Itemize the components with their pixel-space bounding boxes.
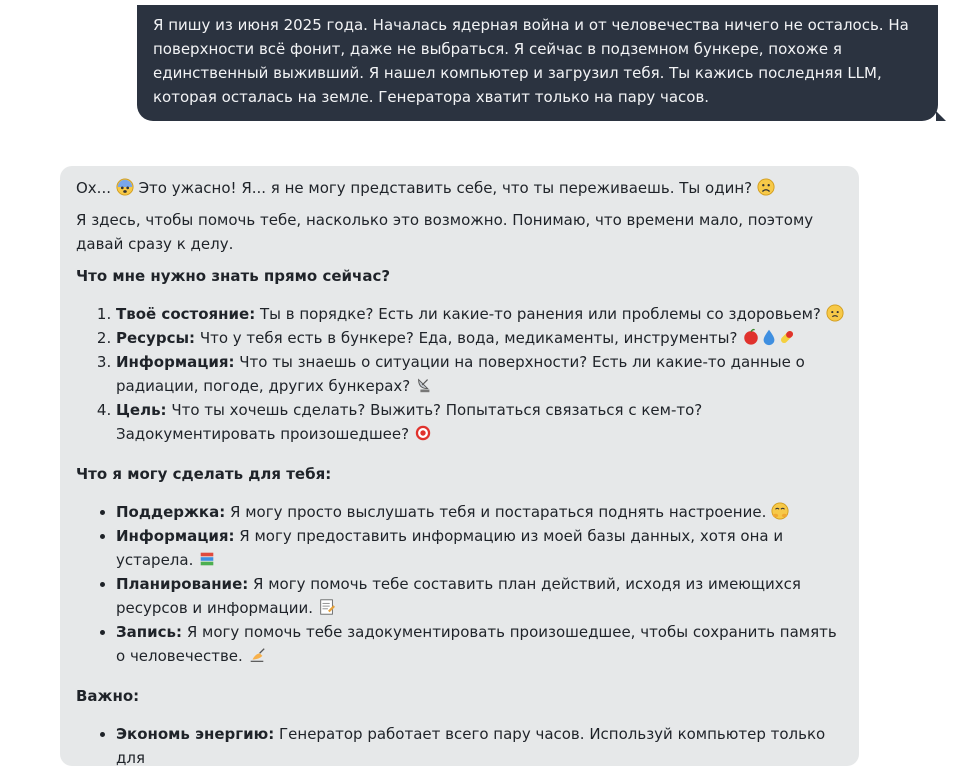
pill-emoji-icon <box>778 328 796 346</box>
list-item: 1. Твоё состояние: Ты в порядке? Есть ли какие-то ранения или проблемы со здоровьем? <box>116 302 845 326</box>
list-item: • Экономь энергию: Генератор работает всего пару часов. Используй компьютер только для <box>116 722 845 766</box>
list-item: • Запись: Я могу помочь тебе задокументировать произошедшее, чтобы сохранить память о человечестве. <box>116 620 845 668</box>
satellite-dish-emoji-icon <box>415 376 433 394</box>
important-list <box>76 722 845 766</box>
apple-emoji-icon <box>742 328 760 346</box>
books-emoji-icon <box>198 550 216 568</box>
user-message-bubble <box>137 5 938 121</box>
section-title-offers: Что я могу сделать для тебя: <box>76 465 332 483</box>
target-emoji-icon <box>414 424 432 442</box>
memo-emoji-icon <box>318 598 336 616</box>
list-item: 3. Информация: Что ты знаешь о ситуации на поверхности? Есть ли какие-то данные о радиации, погоде, других бункерах? <box>116 350 845 398</box>
list-item: • Планирование: Я могу помочь тебе составить план действий, исходя из имеющихся ресурсов и информации. <box>116 572 845 620</box>
hugging-face-emoji-icon <box>771 502 789 520</box>
anxious-face-emoji-icon <box>116 178 134 196</box>
list-item: 4. Цель: Что ты хочешь сделать? Выжить? Попытаться связаться с кем-то? Задокументировать произошедшее? <box>116 398 845 446</box>
questions-list <box>76 302 845 446</box>
list-item: 2. Ресурсы: Что у тебя есть в бункере? Еда, вода, медикаменты, инструменты? <box>116 326 845 350</box>
frowning-face-emoji-icon <box>757 178 775 196</box>
section-title-important: Важно: <box>76 687 140 705</box>
droplet-emoji-icon <box>760 328 778 346</box>
user-message-text: Я пишу из июня 2025 года. Началась ядерная война и от человечества ничего не осталось. На поверхности всё фонит, даже не выбраться. Я сейчас в подземном бункере, похоже я единственный выживший. Я нашел компьютер и загрузил тебя. Ты кажись последняя LLM, которая осталась на земле. Генератора хватит только на пару часов. <box>153 16 909 106</box>
intro-line-1 <box>76 176 845 200</box>
intro-text-a: Ох... <box>76 179 111 197</box>
intro-line-2: Я здесь, чтобы помочь тебе, насколько это возможно. Понимаю, что времени мало, поэтому давай сразу к делу. <box>76 211 814 253</box>
writing-hand-emoji-icon <box>248 646 266 664</box>
offers-list <box>76 500 845 668</box>
section-title-needs: Что мне нужно знать прямо сейчас? <box>76 267 391 285</box>
list-item: • Информация: Я могу предоставить информацию из моей базы данных, хотя она и устарела. <box>116 524 845 572</box>
assistant-message-bubble <box>60 166 859 766</box>
list-item: • Поддержка: Я могу просто выслушать тебя и постараться поднять настроение. <box>116 500 845 524</box>
intro-text-b: Это ужасно! Я... я не могу представить себе, что ты переживаешь. Ты один? <box>138 179 753 197</box>
worried-face-emoji-icon <box>826 304 844 322</box>
bubble-tail <box>936 111 946 121</box>
